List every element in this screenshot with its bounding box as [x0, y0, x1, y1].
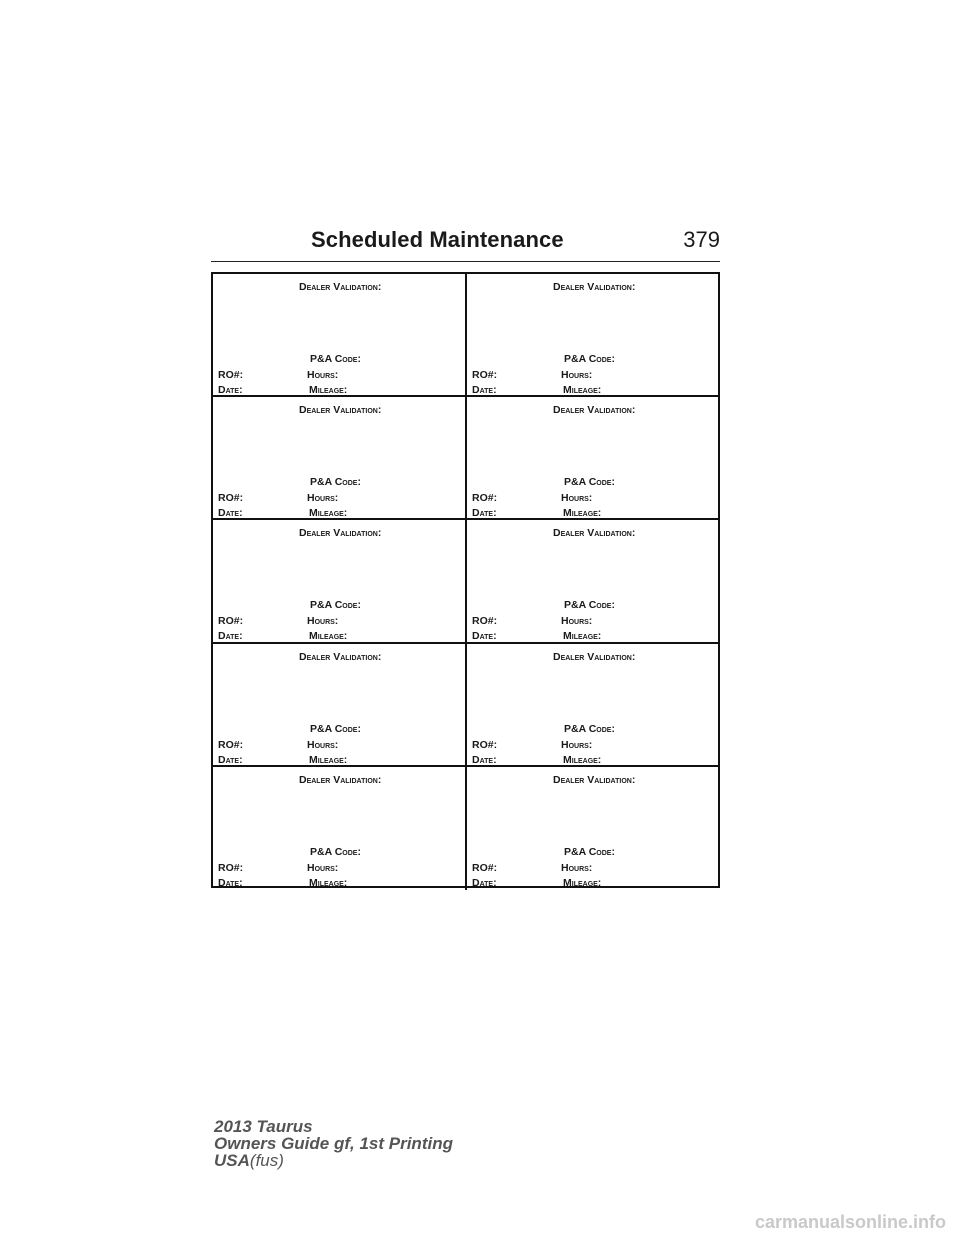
- mileage-label: Mileage:: [563, 507, 602, 520]
- mileage-label: Mileage:: [309, 507, 348, 520]
- print-info-footer: [214, 1118, 453, 1169]
- record-row: [213, 767, 718, 890]
- pa-code-label: P&A Code:: [564, 722, 615, 735]
- ro-number-label: RO#:: [218, 369, 244, 381]
- pa-code-label: P&A Code:: [310, 599, 361, 612]
- footer-market-code: (fus): [249, 1151, 284, 1170]
- date-label: Date:: [218, 630, 243, 643]
- hours-label: Hours:: [307, 738, 339, 751]
- dealer-validation-label: Dealer Validation:: [553, 650, 636, 663]
- record-row: [213, 644, 718, 767]
- hours-label: Hours:: [561, 615, 593, 628]
- pa-code-label: P&A Code:: [564, 845, 615, 858]
- dealer-validation-label: Dealer Validation:: [299, 650, 382, 663]
- mileage-label: Mileage:: [563, 876, 602, 889]
- record-cell: [467, 520, 718, 641]
- footer-market-line: [214, 1152, 453, 1169]
- record-row: [213, 397, 718, 520]
- ro-number-label: RO#:: [218, 492, 244, 505]
- dealer-validation-label: Dealer Validation:: [553, 773, 636, 786]
- date-label: Date:: [472, 630, 497, 643]
- ro-number-label: RO#:: [472, 861, 498, 874]
- ro-number-label: RO#:: [472, 615, 498, 628]
- mileage-label: Mileage:: [563, 384, 602, 396]
- hours-label: Hours:: [561, 861, 593, 874]
- maintenance-record-grid: [211, 272, 720, 888]
- ro-number-label: RO#:: [472, 492, 498, 505]
- pa-code-label: P&A Code:: [310, 353, 361, 365]
- record-cell: [467, 274, 718, 395]
- record-cell: [213, 644, 467, 765]
- dealer-validation-label: Dealer Validation:: [553, 527, 636, 540]
- hours-label: Hours:: [561, 492, 593, 505]
- date-label: Date:: [472, 876, 497, 889]
- page-number: 379: [683, 227, 720, 252]
- record-cell: [467, 767, 718, 890]
- ro-number-label: RO#:: [218, 861, 244, 874]
- pa-code-label: P&A Code:: [564, 476, 615, 489]
- date-label: Date:: [472, 507, 497, 520]
- mileage-label: Mileage:: [309, 384, 348, 396]
- dealer-validation-label: Dealer Validation:: [553, 281, 636, 293]
- page-title: Scheduled Maintenance: [311, 227, 564, 252]
- dealer-validation-label: Dealer Validation:: [553, 404, 636, 417]
- hours-label: Hours:: [307, 492, 339, 505]
- date-label: Date:: [218, 384, 243, 396]
- record-row: [213, 520, 718, 643]
- dealer-validation-label: Dealer Validation:: [299, 773, 382, 786]
- footer-model-line: 2013 Taurus: [214, 1117, 313, 1136]
- mileage-label: Mileage:: [309, 753, 348, 766]
- dealer-validation-label: Dealer Validation:: [299, 281, 382, 293]
- date-label: Date:: [218, 753, 243, 766]
- pa-code-label: P&A Code:: [564, 353, 615, 365]
- hours-label: Hours:: [561, 369, 593, 381]
- pa-code-label: P&A Code:: [310, 476, 361, 489]
- record-cell: [467, 397, 718, 518]
- date-label: Date:: [472, 384, 497, 396]
- ro-number-label: RO#:: [218, 738, 244, 751]
- mileage-label: Mileage:: [309, 876, 348, 889]
- footer-guide-line: Owners Guide gf, 1st Printing: [214, 1134, 453, 1153]
- record-cell: [213, 520, 467, 641]
- ro-number-label: RO#:: [472, 369, 498, 381]
- dealer-validation-label: Dealer Validation:: [299, 527, 382, 540]
- record-cell: [213, 767, 467, 890]
- record-cell: [467, 644, 718, 765]
- hours-label: Hours:: [307, 369, 339, 381]
- mileage-label: Mileage:: [309, 630, 348, 643]
- hours-label: Hours:: [307, 861, 339, 874]
- date-label: Date:: [218, 876, 243, 889]
- record-cell: [213, 397, 467, 518]
- dealer-validation-label: Dealer Validation:: [299, 404, 382, 417]
- pa-code-label: P&A Code:: [310, 722, 361, 735]
- mileage-label: Mileage:: [563, 630, 602, 643]
- record-cell: [213, 274, 467, 395]
- footer-market: USA: [214, 1151, 250, 1170]
- mileage-label: Mileage:: [563, 753, 602, 766]
- date-label: Date:: [218, 507, 243, 520]
- pa-code-label: P&A Code:: [310, 845, 361, 858]
- pa-code-label: P&A Code:: [564, 599, 615, 612]
- ro-number-label: RO#:: [472, 738, 498, 751]
- record-row: [213, 274, 718, 397]
- date-label: Date:: [472, 753, 497, 766]
- hours-label: Hours:: [307, 615, 339, 628]
- page-header: [211, 227, 720, 262]
- ro-number-label: RO#:: [218, 615, 244, 628]
- site-watermark: carmanualsonline.info: [754, 1212, 946, 1232]
- hours-label: Hours:: [561, 738, 593, 751]
